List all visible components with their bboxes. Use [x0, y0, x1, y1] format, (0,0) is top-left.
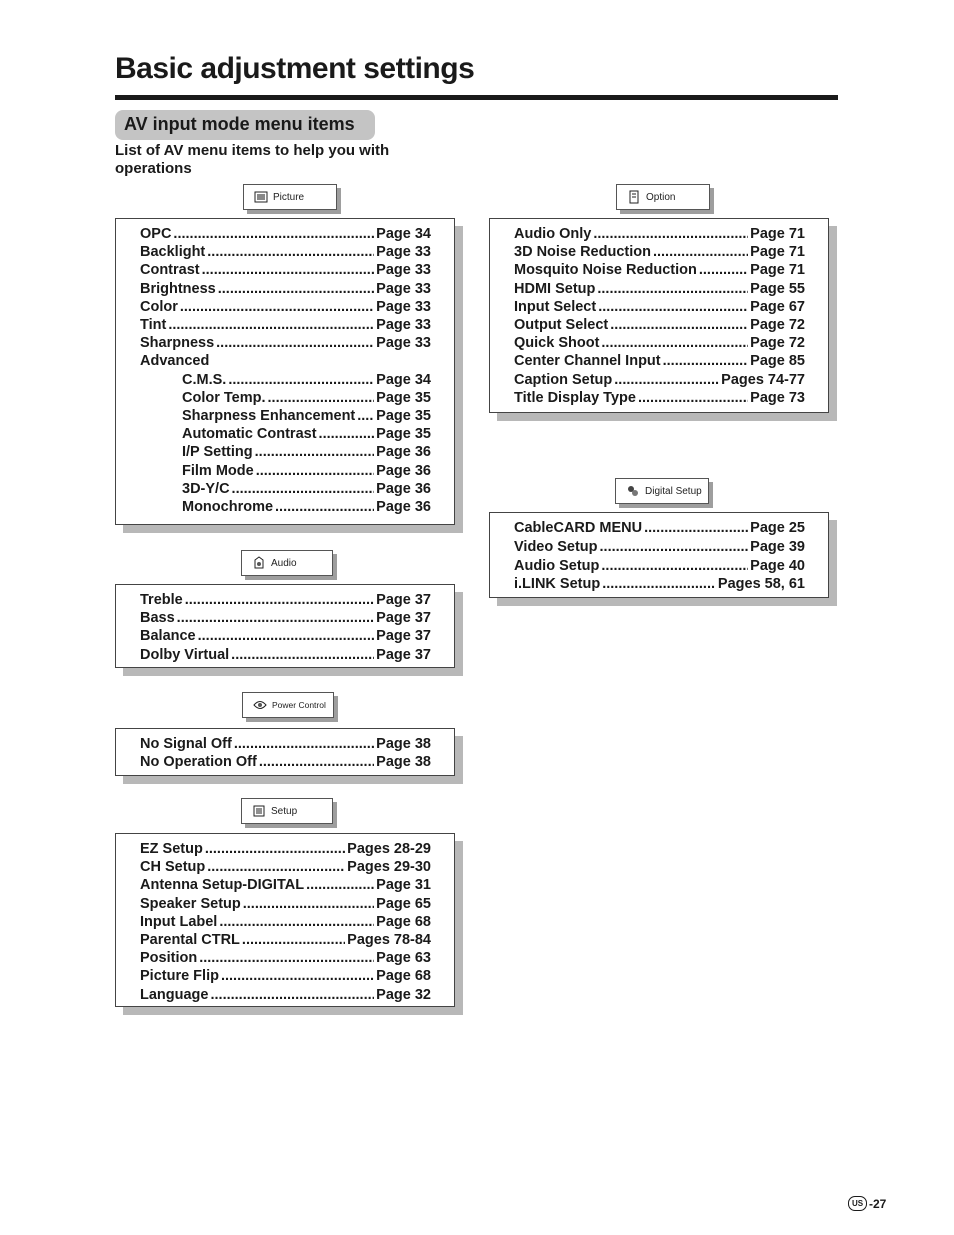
menu-item-page-ref: Page 72 — [750, 317, 805, 333]
digital-setup-menu-tab — [615, 478, 709, 504]
menu-item-label: Contrast — [140, 262, 200, 279]
dot-leader — [306, 876, 374, 894]
menu-item — [182, 480, 431, 498]
menu-item — [182, 407, 431, 425]
menu-item — [514, 298, 805, 316]
menu-item — [140, 225, 431, 243]
menu-item — [514, 261, 805, 279]
menu-item — [140, 753, 431, 771]
menu-item — [140, 949, 431, 967]
menu-item-label: Advanced — [140, 353, 210, 370]
dot-leader — [173, 225, 374, 243]
menu-item — [182, 498, 431, 516]
menu-item-label: C.M.S. — [182, 371, 227, 388]
menu-item — [140, 895, 431, 913]
menu-item — [140, 840, 431, 858]
menu-item — [182, 389, 431, 407]
menu-item — [182, 443, 431, 461]
menu-item-page-ref: Page 25 — [750, 520, 805, 536]
menu-item — [514, 519, 805, 537]
dot-leader — [601, 557, 748, 575]
menu-item-page-ref: Page 33 — [376, 335, 431, 352]
menu-item-page-ref: Page 68 — [376, 968, 431, 985]
audio-icon — [252, 556, 266, 570]
power-control-menu-tab-label: Power Control — [272, 700, 326, 710]
menu-item-label: EZ Setup — [140, 841, 203, 857]
menu-item-page-ref: Page 36 — [376, 462, 431, 479]
dot-leader — [232, 480, 375, 498]
menu-item — [140, 280, 431, 298]
menu-item — [514, 352, 805, 370]
menu-item-page-ref: Page 34 — [376, 371, 431, 388]
menu-item — [140, 298, 431, 316]
dot-leader — [593, 225, 748, 243]
dot-leader — [598, 298, 748, 316]
menu-item-page-ref: Page 33 — [376, 317, 431, 333]
menu-item — [140, 261, 431, 279]
menu-item-label: Quick Shoot — [514, 335, 600, 352]
menu-item-page-ref: Page 71 — [750, 244, 805, 261]
menu-item-page-ref: Page 68 — [376, 913, 431, 930]
menu-item-page-ref: Pages 28-29 — [347, 841, 431, 857]
menu-item-page-ref: Page 33 — [376, 262, 431, 279]
setup-menu-tab-label: Setup — [271, 805, 298, 817]
dot-leader — [255, 443, 375, 461]
dot-leader — [216, 334, 374, 352]
dot-leader — [699, 261, 748, 279]
dot-leader — [207, 858, 345, 876]
menu-item — [514, 575, 805, 593]
menu-item-label: Input Select — [514, 298, 597, 315]
menu-item-label: Video Setup — [514, 538, 598, 555]
menu-item-page-ref: Page 73 — [750, 389, 805, 406]
menu-item-page-ref: Page 63 — [376, 950, 431, 967]
menu-item-page-ref: Page 32 — [376, 986, 431, 1003]
menu-item-label: I/P Setting — [182, 444, 253, 461]
dot-leader — [638, 389, 748, 407]
dot-leader — [198, 627, 375, 645]
menu-item-label: Title Display Type — [514, 389, 636, 406]
menu-item — [514, 371, 805, 389]
menu-item-page-ref: Pages 78-84 — [347, 932, 431, 948]
menu-item — [140, 986, 431, 1004]
menu-item-page-ref: Page 35 — [376, 408, 431, 424]
audio-menu-list — [115, 584, 455, 668]
menu-item — [140, 735, 431, 753]
page-title: Basic adjustment settings — [115, 52, 475, 85]
menu-item-page-ref: Page 38 — [376, 736, 431, 752]
menu-item — [514, 334, 805, 352]
menu-item-label: Color — [140, 298, 178, 315]
menu-item-label: Bass — [140, 610, 175, 627]
menu-item-label: Audio Setup — [514, 557, 600, 574]
menu-item — [514, 316, 805, 334]
menu-item — [140, 334, 431, 352]
menu-item-page-ref: Pages 58, 61 — [717, 576, 805, 593]
dot-leader — [663, 352, 749, 370]
dot-leader — [210, 986, 374, 1004]
menu-item-page-ref: Page 85 — [750, 353, 805, 370]
menu-item-label: Color Temp. — [182, 389, 266, 406]
menu-item-label: Input Label — [140, 913, 218, 930]
menu-item-label: Picture Flip — [140, 968, 219, 985]
menu-item — [514, 389, 805, 407]
dot-leader — [653, 243, 748, 261]
setup-menu-list — [115, 833, 455, 1007]
section-heading — [115, 110, 375, 140]
menu-item — [140, 591, 431, 609]
dot-leader — [600, 538, 749, 556]
digital-setup-icon — [626, 484, 640, 498]
menu-item-page-ref: Page 37 — [376, 646, 431, 663]
power-control-menu-list — [115, 728, 455, 776]
region-badge: US — [848, 1196, 867, 1211]
menu-item-page-ref: Page 72 — [750, 335, 805, 352]
audio-menu-tab — [241, 550, 333, 576]
menu-item-label: Center Channel Input — [514, 353, 661, 370]
menu-item-label: No Signal Off — [140, 736, 232, 752]
menu-item — [182, 462, 431, 480]
menu-item-label: Parental CTRL — [140, 932, 240, 948]
dot-leader — [168, 316, 374, 334]
page-footer — [848, 1196, 886, 1211]
menu-item-label: 3D Noise Reduction — [514, 244, 651, 261]
digital-setup-menu-tab-label: Digital Setup — [645, 485, 702, 497]
menu-item-label: Speaker Setup — [140, 895, 241, 912]
picture-menu-tab-label: Picture — [273, 191, 305, 203]
menu-item-page-ref: Page 33 — [376, 280, 431, 297]
dot-leader — [221, 967, 374, 985]
menu-item — [140, 913, 431, 931]
menu-item-label: Audio Only — [514, 226, 592, 242]
menu-item-label: 3D-Y/C — [182, 480, 230, 497]
menu-item-label: i.LINK Setup — [514, 576, 601, 593]
menu-item-label: Output Select — [514, 317, 609, 333]
option-icon — [627, 190, 641, 204]
menu-item-page-ref: Pages 74-77 — [721, 371, 805, 388]
menu-item-label: Position — [140, 950, 198, 967]
dot-leader — [268, 389, 375, 407]
dot-leader — [601, 334, 748, 352]
dot-leader — [597, 280, 748, 298]
dot-leader — [177, 609, 375, 627]
menu-item-label: Brightness — [140, 280, 216, 297]
menu-item — [514, 557, 805, 575]
menu-item — [140, 967, 431, 985]
menu-item-label: Antenna Setup-DIGITAL — [140, 877, 305, 894]
dot-leader — [242, 931, 345, 949]
picture-icon — [254, 190, 268, 204]
title-rule — [115, 95, 838, 100]
menu-item — [514, 280, 805, 298]
menu-item-label: Mosquito Noise Reduction — [514, 262, 697, 279]
dot-leader — [319, 425, 375, 443]
menu-item — [140, 858, 431, 876]
option-menu-tab-label: Option — [646, 191, 676, 203]
menu-item-label: Tint — [140, 317, 167, 333]
dot-leader — [218, 280, 374, 298]
menu-item — [140, 352, 431, 370]
setup-menu-tab — [241, 798, 333, 824]
section-heading-label: AV input mode menu items — [124, 114, 355, 134]
menu-item-page-ref: Page 71 — [750, 262, 805, 279]
menu-item-label: Caption Setup — [514, 371, 613, 388]
menu-item-label: Language — [140, 986, 209, 1003]
dot-leader — [219, 913, 374, 931]
menu-item — [140, 646, 431, 664]
dot-leader — [602, 575, 716, 593]
menu-item — [140, 627, 431, 645]
picture-menu-list — [115, 218, 455, 525]
menu-item-page-ref: Page 65 — [376, 895, 431, 912]
dot-leader — [231, 646, 374, 664]
menu-item-label: Monochrome — [182, 499, 274, 515]
menu-item — [182, 371, 431, 389]
menu-item-page-ref: Page 37 — [376, 592, 431, 608]
menu-item-page-ref: Page 37 — [376, 610, 431, 627]
menu-item — [140, 316, 431, 334]
menu-item-page-ref: Page 33 — [376, 244, 431, 261]
menu-item-page-ref: Page 67 — [750, 298, 805, 315]
menu-item-page-ref: Page 33 — [376, 298, 431, 315]
menu-item — [140, 876, 431, 894]
menu-item-page-ref: Page 35 — [376, 389, 431, 406]
menu-item-label: Balance — [140, 628, 196, 645]
page-number: -27 — [869, 1196, 887, 1211]
option-menu-tab — [616, 184, 710, 210]
menu-item-page-ref: Page 34 — [376, 226, 431, 242]
menu-item-label: Treble — [140, 592, 183, 608]
digital-setup-menu-list — [489, 512, 829, 598]
dot-leader — [256, 462, 374, 480]
picture-menu-tab — [243, 184, 337, 210]
dot-leader — [185, 591, 374, 609]
dot-leader — [202, 261, 375, 279]
dot-leader — [644, 519, 748, 537]
power-control-menu-tab — [242, 692, 334, 718]
dot-leader — [180, 298, 374, 316]
menu-item-label: Sharpness — [140, 335, 215, 352]
menu-item — [140, 609, 431, 627]
menu-item-label: CH Setup — [140, 859, 206, 876]
dot-leader — [357, 407, 374, 425]
menu-item — [182, 425, 431, 443]
menu-item-label: Dolby Virtual — [140, 646, 230, 663]
menu-item-label: Sharpness Enhancement — [182, 408, 356, 424]
menu-item-page-ref: Page 38 — [376, 754, 431, 771]
subtitle: List of AV menu items to help you with operations — [115, 142, 390, 177]
menu-item-page-ref: Page 36 — [376, 444, 431, 461]
menu-item-page-ref: Page 40 — [750, 557, 805, 574]
dot-leader — [259, 753, 374, 771]
dot-leader — [275, 498, 374, 516]
menu-item — [514, 225, 805, 243]
menu-item-page-ref: Page 31 — [376, 877, 431, 894]
menu-item — [514, 538, 805, 556]
menu-item-label: Automatic Contrast — [182, 426, 317, 443]
dot-leader — [610, 316, 748, 334]
menu-item-page-ref: Page 35 — [376, 426, 431, 443]
menu-item-label: OPC — [140, 226, 172, 242]
dot-leader — [205, 840, 345, 858]
dot-leader — [199, 949, 374, 967]
menu-item-label: Film Mode — [182, 462, 254, 479]
menu-item — [140, 243, 431, 261]
audio-menu-tab-label: Audio — [271, 557, 297, 569]
menu-item-page-ref: Page 55 — [750, 280, 805, 297]
menu-item-page-ref: Page 39 — [750, 538, 805, 555]
menu-item-label: HDMI Setup — [514, 280, 596, 297]
dot-leader — [228, 371, 374, 389]
setup-icon — [252, 804, 266, 818]
menu-item-label: Backlight — [140, 244, 206, 261]
menu-item — [140, 931, 431, 949]
menu-item-label: No Operation Off — [140, 754, 257, 771]
power-control-icon — [253, 698, 267, 712]
dot-leader — [207, 243, 374, 261]
menu-item-page-ref: Pages 29-30 — [347, 859, 431, 876]
menu-item-page-ref: Page 36 — [376, 480, 431, 497]
option-menu-list — [489, 218, 829, 413]
dot-leader — [614, 371, 719, 389]
menu-item — [514, 243, 805, 261]
menu-item-page-ref: Page 37 — [376, 628, 431, 645]
menu-item-label: CableCARD MENU — [514, 520, 643, 536]
dot-leader — [243, 895, 374, 913]
menu-item-page-ref: Page 36 — [376, 499, 431, 515]
menu-item-page-ref: Page 71 — [750, 226, 805, 242]
dot-leader — [234, 735, 374, 753]
